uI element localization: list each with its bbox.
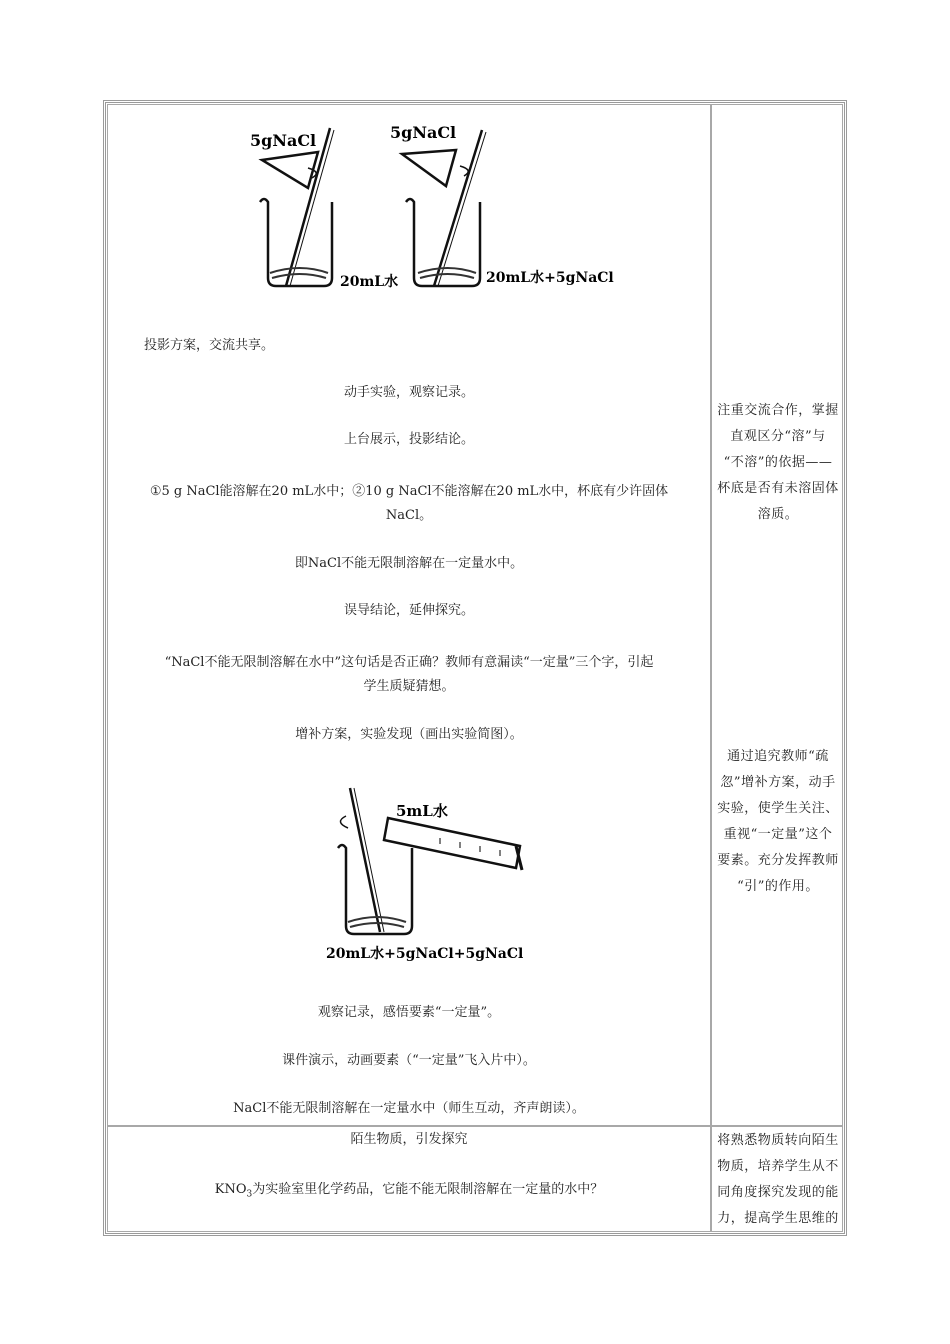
- side-note-line: 忽”增补方案，动手: [720, 775, 836, 790]
- paragraph-question-line2: 学生质疑猜想。: [363, 679, 455, 694]
- side-note-line: 通过追究教师“疏: [727, 749, 829, 764]
- paragraph-courseware: 课件演示，动画要素（“一定量”飞入片中）。: [282, 1053, 536, 1068]
- paragraph-supplement: 增补方案，实验发现（画出实验简图）。: [295, 727, 523, 742]
- left-powder-label: 5gNaCl: [250, 131, 317, 150]
- side-note-line: 物质，培养学生从不: [717, 1159, 839, 1174]
- paragraph-present: 上台展示，投影结论。: [343, 432, 474, 447]
- side-note-line: 直观区分“溶”与: [730, 429, 826, 444]
- row2-question-text: 为实验室里化学药品，它能不能无限制溶解在一定量的水中？: [252, 1182, 604, 1197]
- side-note-line: 实验，使学生关注、: [717, 801, 839, 816]
- paragraph-question-line1: “NaCl不能无限制溶解在水中”这句话是否正确？教师有意漏读“一定量”三个字，引起: [164, 655, 654, 670]
- right-beaker-label: 20mL水+5gNaCl: [486, 270, 614, 286]
- side-note-line: 力，提高学生思维的: [717, 1211, 839, 1226]
- right-powder-label: 5gNaCl: [390, 123, 457, 142]
- side-note-line: 将熟悉物质转向陌生: [717, 1133, 839, 1148]
- side-note-cooperation: [711, 398, 845, 528]
- cylinder-label: 5mL水: [396, 802, 448, 820]
- row2-question: [107, 1180, 711, 1205]
- kno3-subscript: 3: [246, 1189, 253, 1200]
- paragraph-hands-on: 动手实验，观察记录。: [343, 385, 474, 400]
- side-note-line: 重视“一定量”这个: [723, 827, 833, 842]
- paragraph-read-aloud: NaCl不能无限制溶解在一定量水中（师生互动，齐声朗读）。: [233, 1101, 585, 1116]
- side-note-line: “引”的作用。: [737, 879, 819, 894]
- beaker-label: 20mL水+5gNaCl+5gNaCl: [326, 946, 524, 962]
- side-note-line: 注重交流合作，掌握: [717, 403, 839, 418]
- left-beaker-label: 20mL水: [340, 274, 399, 290]
- side-note-line: 要素。充分发挥教师: [717, 853, 839, 868]
- paragraph-results-line1: ①5 g NaCl能溶解在20 mL水中；②10 g NaCl不能溶解在20 mL水中，杯底有少许固体: [149, 484, 669, 499]
- paragraph-misleading: 误导结论，延伸探究。: [343, 603, 474, 618]
- side-note-quantity: [711, 744, 845, 900]
- side-note-line: 同角度探究发现的能: [717, 1185, 839, 1200]
- kno3-formula-prefix: KNO: [214, 1182, 247, 1197]
- figure-supplement-experiment: [320, 782, 540, 968]
- figure-dissolve-experiment: [240, 118, 620, 298]
- row2-heading: 陌生物质，引发探究: [350, 1132, 468, 1147]
- paragraph-conclusion: 即NaCl不能无限制溶解在一定量水中。: [294, 556, 524, 571]
- row1-side-cell: [711, 104, 843, 1126]
- side-note-unfamiliar: [711, 1128, 845, 1232]
- paragraph-project-plan: 投影方案，交流共享。: [144, 338, 275, 353]
- paragraph-results-line2: NaCl。: [385, 508, 433, 523]
- side-note-line: 杯底是否有未溶固体: [717, 481, 839, 496]
- side-note-line: 溶质。: [757, 507, 799, 522]
- paragraph-observe: 观察记录，感悟要素“一定量”。: [317, 1005, 501, 1020]
- side-note-line: “不溶”的依据——: [723, 455, 833, 470]
